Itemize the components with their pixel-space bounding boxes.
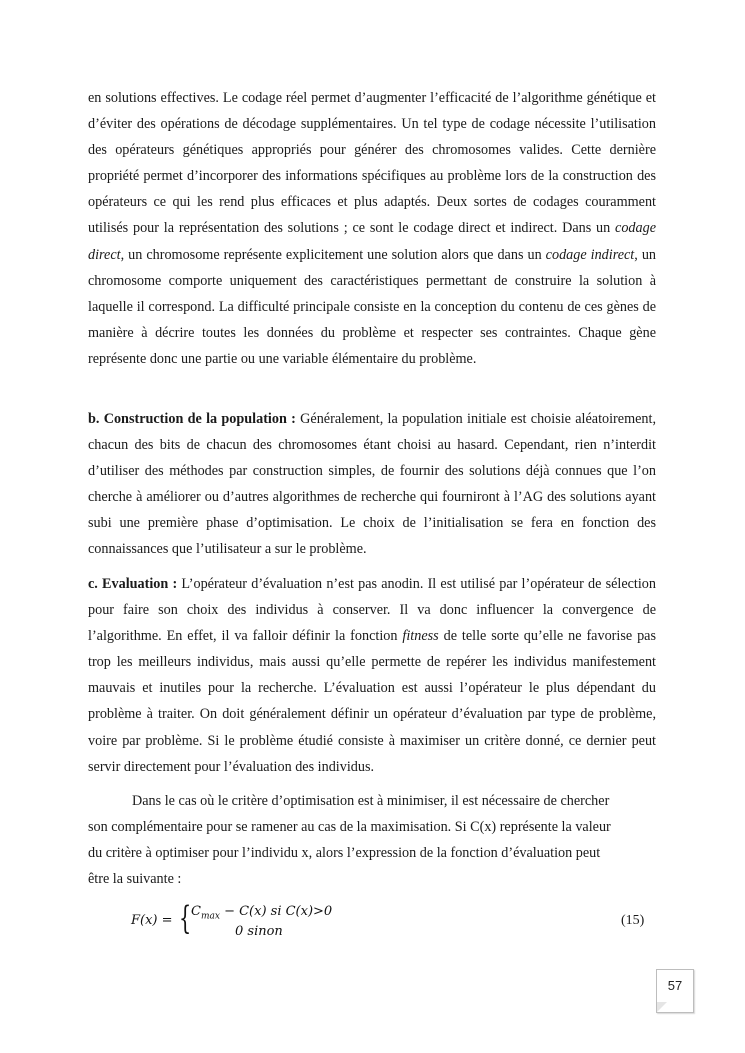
equation-number: (15) <box>621 913 645 928</box>
equation-case-otherwise: 0 sinon <box>235 924 283 939</box>
equation-case-positive: $C_{max} - C(x)$ si C(x)>0 <box>191 904 333 922</box>
emphasis-codage-indirect: codage indirect <box>545 246 635 263</box>
page-number-box <box>656 969 694 1013</box>
paragraph-construction-population: b. Construction de la population : Généralement, la population initiale est choisie aléatoirement, chacun des bits de chacun des chromosomes étant choisi au hasard. Cependant, rien n’interdit d’utiliser des méthodes par construction simples, de fournir des solutions déjà connues que l’on cherche à améliorer ou d’autres algorithmes de recherche qui fourniront à l’AG des solutions ayant subi une première phase d’optimisation. Le choix de l’initialisation se fera en fonction des connaissances que l’utilisateur a sur le problème. <box>88 411 656 558</box>
page-curl-icon <box>657 1002 667 1012</box>
page-number: 57 <box>667 978 683 993</box>
equation-lhs: F(x) = <box>131 913 173 928</box>
text-line: son complémentaire pour se ramener au cas de la maximisation. Si C(x) représente la valeur <box>88 819 611 836</box>
emphasis-codage-direct: codage direct <box>88 220 656 263</box>
text-line: du critère à optimiser pour l’individu x, alors l’expression de la fonction d’évaluation peut <box>88 845 601 862</box>
curly-brace-icon: { <box>179 899 192 937</box>
text-line: Dans le cas où le critère d’optimisation est à minimiser, il est nécessaire de chercher <box>132 793 610 809</box>
paragraph-evaluation: c. Evaluation : L’opérateur d’évaluation n’est pas anodin. Il est utilisé par l’opérateur de sélection pour faire son choix des individus à conserver. Il va donc influencer la convergence de l’algorithme. En effet, il va falloir définir la fonction fitness de telle sorte qu’elle ne favorise pas trop les meilleurs individus, mais aussi qu’elle permette de repérer les individus manifestement mauvais et inutiles pour la recherche. L’évaluation est aussi l’opérateur le plus dépendant du problème à traiter. On doit généralement définir un opérateur d’évaluation par type de problème, voire par problème. Si le problème étudié consiste à maximiser un critère donné, ce dernier peut servir directement pour l’évaluation des individus. <box>88 576 656 775</box>
section-heading-construction: b. Construction de la population : <box>88 411 296 427</box>
paragraph-minimisation <box>88 788 648 892</box>
emphasis-fitness: fitness <box>402 628 439 645</box>
text-line: être la suivante : <box>88 871 182 888</box>
section-heading-evaluation: c. Evaluation : <box>88 576 178 592</box>
paragraph-codage: en solutions effectives. Le codage réel permet d’augmenter l’efficacité de l’algorithme génétique et d’éviter des opérations de décodage supplémentaires. Un tel type de codage nécessite l’utilisation des opérateurs génétiques appropriés pour générer des chromosomes valides. Cette dernière propriété permet d’incorporer des informations spécifiques au problème lors de la construction des opérateurs ce qui les rend plus efficaces et plus adaptés. Deux sortes de codages couramment utilisés pour la représentation des solutions ; ce sont le codage direct et indirect. Dans un codage direct, un chromosome représente explicitement une solution alors que dans un codage indirect, un chromosome comporte uniquement des caractéristiques permettant de construire la solution à laquelle il correspond. La difficulté principale consiste en la conception du contenu de ces gènes de manière à décrire toutes les données du problème et respecter ses contraintes. Chaque gène représente donc une partie ou une variable élémentaire du problème. <box>88 90 657 367</box>
